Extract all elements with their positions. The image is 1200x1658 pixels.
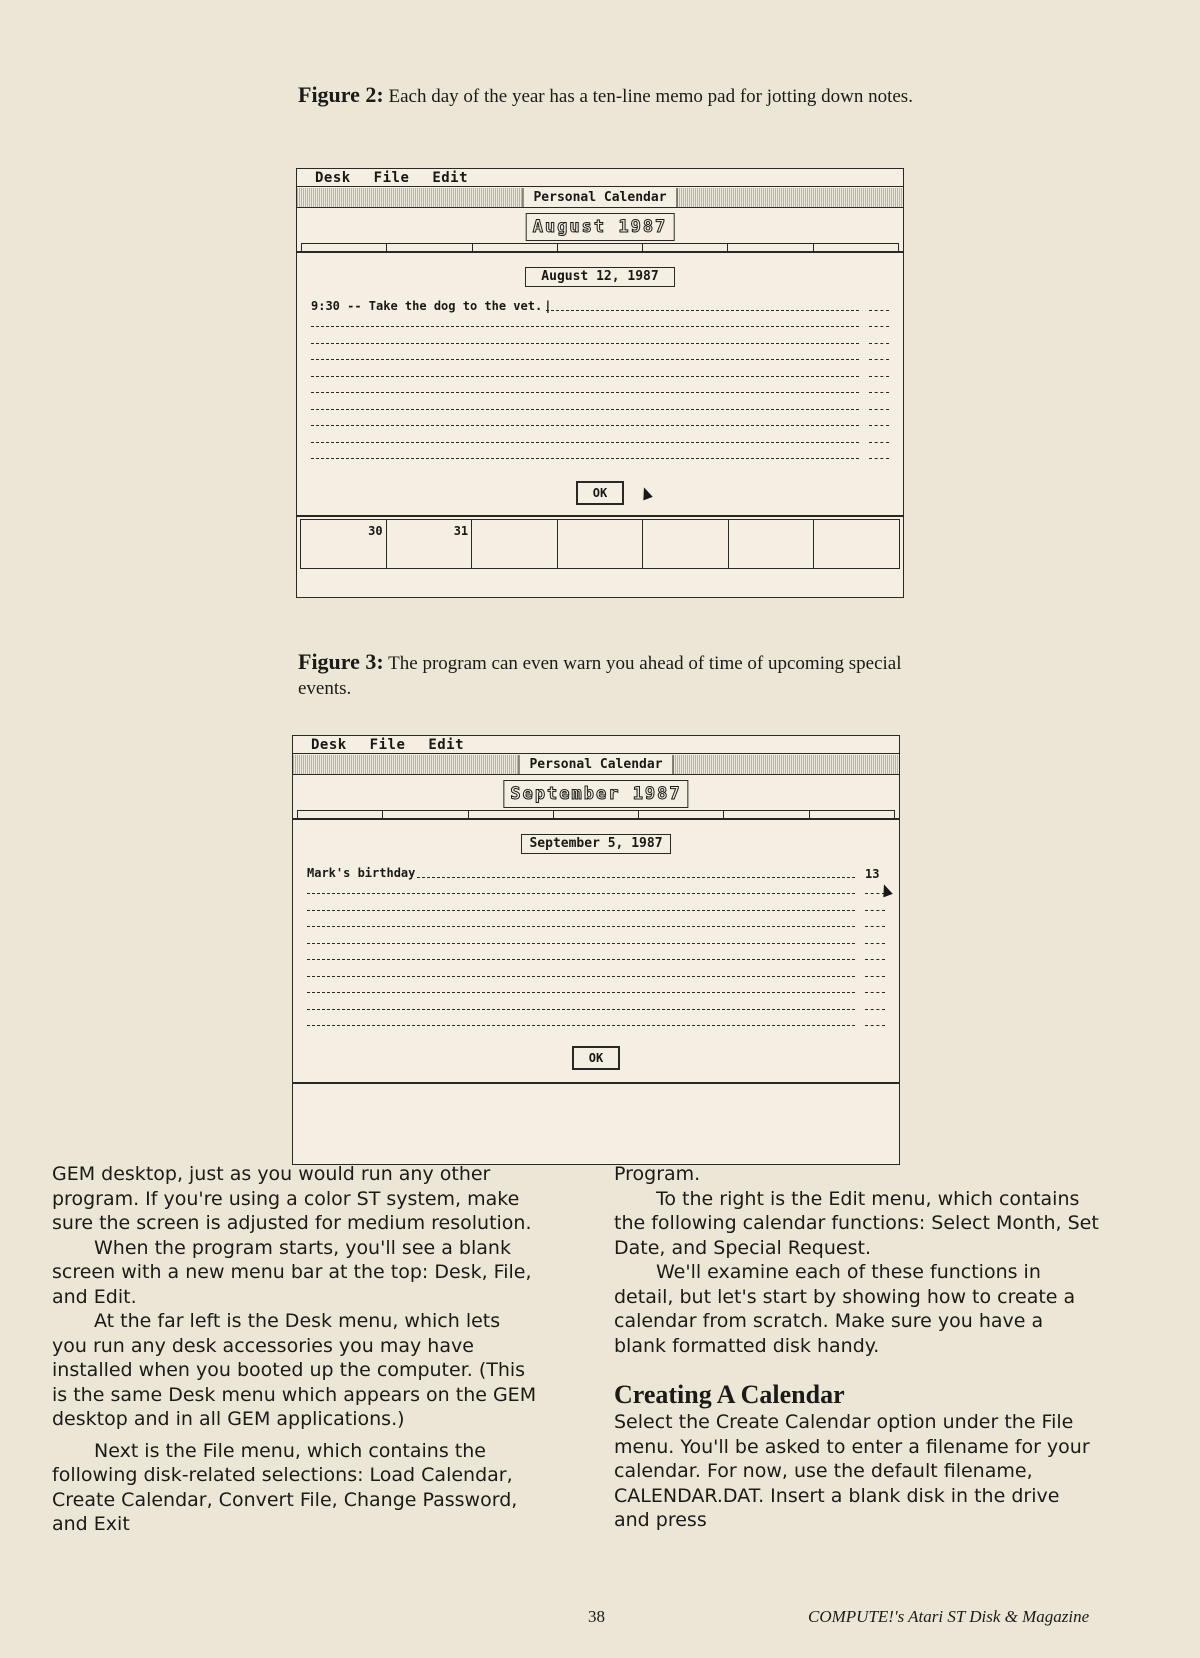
memo-date: August 12, 1987 bbox=[525, 267, 675, 287]
menu-file[interactable]: File bbox=[369, 737, 406, 753]
figure-2-caption-text: Each day of the year has a ten-line memo pad for jotting down notes. bbox=[383, 86, 913, 107]
memo-line[interactable] bbox=[307, 963, 885, 980]
week-row bbox=[300, 519, 900, 569]
article-right-column bbox=[614, 1162, 1099, 1533]
menu-bar bbox=[297, 169, 903, 187]
memo-line[interactable] bbox=[307, 930, 885, 947]
article-paragraph: Select the Create Calendar option under the File menu. You'll be asked to enter a filename for your calendar. For now, use the default filename, CALENDAR.DAT. Insert a blank disk in the drive and press bbox=[614, 1411, 1090, 1531]
day-cell[interactable] bbox=[729, 520, 815, 568]
section-heading: Creating A Calendar bbox=[614, 1380, 845, 1409]
memo-reminder-field[interactable] bbox=[869, 310, 889, 311]
memo-line-text: 9:30 -- Take the dog to the vet. bbox=[311, 298, 543, 313]
memo-reminder-field[interactable] bbox=[869, 425, 889, 426]
memo-line[interactable] bbox=[311, 363, 889, 380]
memo-line[interactable] bbox=[307, 864, 885, 881]
memo-line[interactable] bbox=[311, 446, 889, 463]
figure-2-label: Figure 2: bbox=[298, 82, 384, 107]
menu-file[interactable]: File bbox=[373, 170, 410, 186]
memo-line[interactable] bbox=[307, 914, 885, 931]
memo-line[interactable] bbox=[311, 330, 889, 347]
menu-edit[interactable]: Edit bbox=[428, 737, 465, 753]
figure-3-caption bbox=[298, 649, 918, 701]
memo-reminder-field[interactable] bbox=[865, 943, 885, 944]
day-cell[interactable]: 31 bbox=[387, 520, 473, 568]
page-number: 38 bbox=[588, 1607, 605, 1626]
window-title-bar[interactable] bbox=[293, 755, 899, 775]
memo-reminder-field[interactable] bbox=[865, 1009, 885, 1010]
day-cell[interactable] bbox=[558, 520, 644, 568]
memo-line[interactable] bbox=[311, 429, 889, 446]
memo-line-text: Mark's birthday bbox=[307, 865, 416, 880]
figure-2-caption bbox=[298, 82, 918, 109]
menu-edit[interactable]: Edit bbox=[432, 170, 469, 186]
memo-line[interactable] bbox=[311, 396, 889, 413]
memo-line[interactable] bbox=[311, 347, 889, 364]
article-paragraph: We'll examine each of these functions in detail, but let's start by showing how to create a calendar from scratch. Make sure you have a blank formatted disk handy. bbox=[614, 1261, 1076, 1357]
article-paragraph: GEM desktop, just as you would run any other program. If you're using a color ST system, make sure the screen is adjusted for medium resolution. bbox=[52, 1163, 532, 1234]
memo-line[interactable] bbox=[307, 881, 885, 898]
window-title: Personal Calendar bbox=[518, 755, 673, 774]
day-cell[interactable] bbox=[814, 520, 899, 568]
memo-line[interactable] bbox=[307, 996, 885, 1013]
memo-reminder-field[interactable] bbox=[865, 976, 885, 977]
memo-reminder-field[interactable] bbox=[869, 343, 889, 344]
memo-dialog bbox=[297, 251, 903, 517]
ok-button[interactable]: OK bbox=[576, 481, 624, 505]
memo-line[interactable] bbox=[307, 980, 885, 997]
menu-bar bbox=[293, 736, 899, 754]
ok-button[interactable]: OK bbox=[572, 1046, 620, 1070]
memo-reminder-field[interactable] bbox=[869, 392, 889, 393]
memo-reminder-field[interactable] bbox=[869, 409, 889, 410]
article-paragraph: Next is the File menu, which contains the following disk-related selections: Load Calendar, Create Calendar, Convert File, Change Password, and Exit bbox=[52, 1439, 518, 1535]
figure-3-caption-text: The program can even warn you ahead of time of upcoming special events. bbox=[298, 653, 902, 699]
memo-line[interactable] bbox=[307, 947, 885, 964]
window-title-bar[interactable] bbox=[297, 188, 903, 208]
memo-reminder-field[interactable]: 13 bbox=[865, 866, 880, 881]
memo-reminder-field[interactable] bbox=[869, 458, 889, 459]
memo-pad bbox=[311, 297, 889, 462]
figure-3-label: Figure 3: bbox=[298, 649, 384, 674]
memo-reminder-field[interactable] bbox=[865, 959, 885, 960]
memo-reminder-field[interactable] bbox=[869, 326, 889, 327]
article-paragraph: When the program starts, you'll see a blank screen with a new menu bar at the top: Desk, File, and Edit. bbox=[52, 1236, 532, 1308]
memo-reminder-field[interactable] bbox=[865, 992, 885, 993]
mouse-pointer-icon bbox=[639, 486, 653, 501]
article-paragraph: To the right is the Edit menu, which contains the following calendar functions: Select Month, Set Date, and Special Request. bbox=[614, 1187, 1099, 1259]
figure-2-screen bbox=[296, 168, 904, 598]
memo-line[interactable] bbox=[311, 380, 889, 397]
day-cell[interactable] bbox=[472, 520, 558, 568]
memo-line[interactable] bbox=[311, 314, 889, 331]
memo-dialog bbox=[293, 818, 899, 1084]
magazine-masthead: COMPUTE!'s Atari ST Disk & Magazine bbox=[808, 1607, 1090, 1626]
day-cell[interactable]: 30 bbox=[301, 520, 387, 568]
menu-desk[interactable]: Desk bbox=[311, 737, 347, 753]
memo-line[interactable] bbox=[311, 413, 889, 430]
article-paragraph: Program. bbox=[614, 1163, 701, 1185]
day-cell[interactable] bbox=[643, 520, 729, 568]
memo-reminder-field[interactable] bbox=[865, 910, 885, 911]
article-left-column bbox=[52, 1162, 537, 1537]
memo-line[interactable] bbox=[307, 1013, 885, 1030]
memo-reminder-field[interactable] bbox=[869, 442, 889, 443]
memo-date: September 5, 1987 bbox=[521, 834, 671, 854]
memo-reminder-field[interactable] bbox=[869, 376, 889, 377]
menu-desk[interactable]: Desk bbox=[315, 170, 351, 186]
article-paragraph: At the far left is the Desk menu, which lets you run any desk accessories you may have installed when you booted up the computer. (This is the same Desk menu which appears on the GEM desktop and in all GEM applications.) bbox=[52, 1310, 537, 1430]
memo-reminder-field[interactable] bbox=[865, 1025, 885, 1026]
memo-line[interactable]: 9:30 -- Take the dog to the vet. | bbox=[311, 297, 889, 314]
memo-reminder-field[interactable] bbox=[869, 359, 889, 360]
month-heading: September 1987 bbox=[503, 780, 688, 808]
memo-line[interactable] bbox=[307, 897, 885, 914]
memo-reminder-field[interactable] bbox=[865, 926, 885, 927]
month-heading: August 1987 bbox=[526, 213, 675, 241]
figure-3-screen bbox=[292, 735, 900, 1165]
window-title: Personal Calendar bbox=[522, 188, 677, 207]
memo-pad bbox=[307, 864, 885, 1029]
